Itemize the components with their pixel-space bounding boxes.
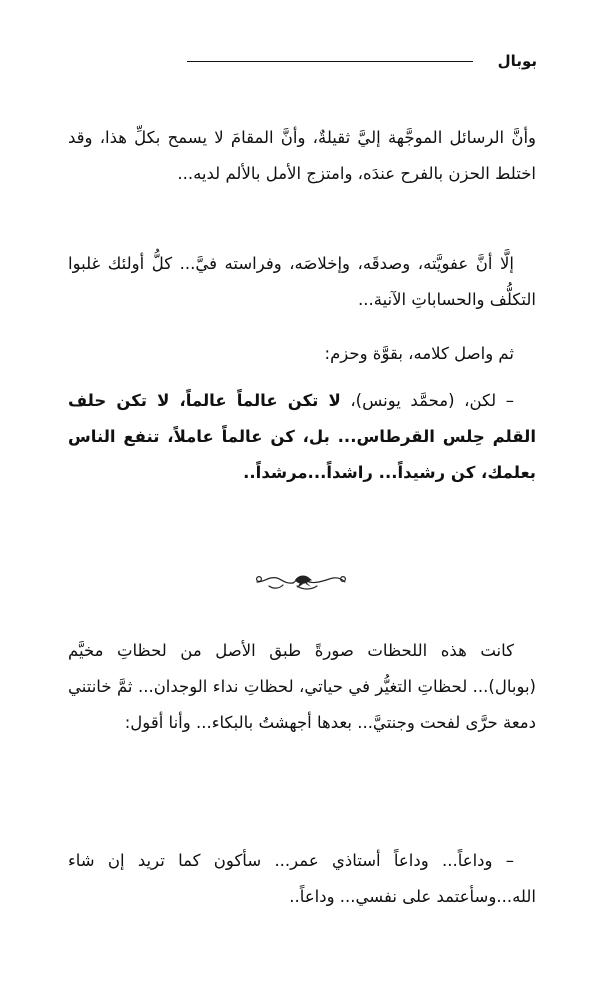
paragraph-4 [68,383,536,491]
floral-ornament-icon [253,566,349,596]
paragraph-1: وأنَّ الرسائل الموجَّهة إليَّ ثقيلةٌ، وأنَّ المقامَ لا يسمح بكلِّ هذا، وقد اختلط الحزن بالفرح عندَه، وامتزج الأمل بالألم لديه... [68,128,536,183]
paragraph-6: – وداعاً... وداعاً أستاذي عمر... سأكون كما تريد إن شاء الله...وسأعتمد على نفسي... وداعاً.. [68,851,536,906]
header-title: بوبال [497,52,537,70]
running-header [72,50,537,74]
header-rule [187,61,473,62]
paragraph-3: ثم واصل كلامه، بقوَّة وحزم: [324,344,514,363]
paragraph-5: كانت هذه اللحظات صورةً طبق الأصل من لحظاتِ مخيَّم (بوبال)... لحظاتِ التغيُّر في حياتي، لحظاتِ نداء الوجدان... ثمَّ خانتني دمعة حرَّى لفحت وجنتيَّ... بعدها أجهشتُ بالبكاء... وأنا أقول: [68,641,536,732]
paragraph-2: إلَّا أنَّ عفويَّته، وصدقَه، وإخلاصَه، وفراسته فيَّ... كلُّ أولئك غلبوا التكلُّف والحساباتِ الآنية... [68,254,536,309]
paragraph-4-emphasis: لا تكن عالماً عالماً، لا تكن حلف القلم حِلس القرطاس... بل، كن عالماً عاملاً، تنفع الناس بعلمك، كن رشيداً... راشداً...مرشداً.. [68,391,536,482]
paragraph-4-intro: – لكن، (محمَّد يونس)، [340,391,515,410]
